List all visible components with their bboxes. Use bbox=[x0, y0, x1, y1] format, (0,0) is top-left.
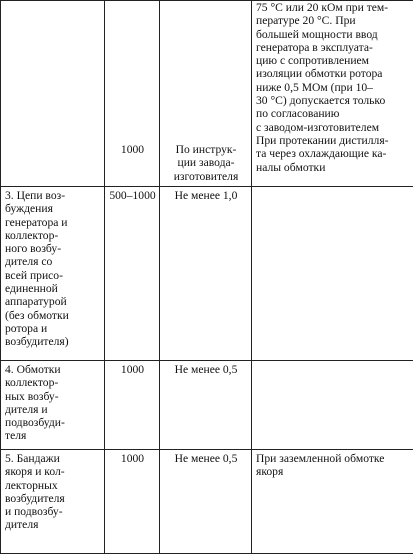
object-cell: 5. Бандажи якоря и кол- лекторных возбудителя и подвозбу- дителя bbox=[1, 450, 105, 554]
resistance-cell: Не менее 0,5 bbox=[160, 450, 252, 554]
note-cell bbox=[252, 187, 413, 361]
resistance-cell: Не менее 0,5 bbox=[160, 361, 252, 450]
voltage-cell: 500–1000 bbox=[105, 187, 160, 361]
object-cell: 4. Обмотки коллектор- ных возбу- дителя и подвозбуди- теля bbox=[1, 361, 105, 450]
voltage-cell: 1000 bbox=[105, 450, 160, 554]
table-row bbox=[1, 450, 413, 554]
note-cell: 75 °С или 20 кОм при тем- пературе 20 °С. При большей мощности ввод генератора в эксплуата- цию с сопротивлением изоляции обмотки ротора ниже 0,5 МОм (при 10– 30 °С) допускается только по согласованию с заводом-изготовителем При протекании дистилля- та через охлаждающие ка- налы обмотки bbox=[252, 1, 413, 187]
resistance-cell: По инструк- ции завода- изготовителя bbox=[160, 1, 252, 187]
table-row bbox=[1, 187, 413, 361]
table-row bbox=[1, 1, 413, 187]
note-cell bbox=[252, 361, 413, 450]
table-row bbox=[1, 361, 413, 450]
object-cell bbox=[1, 1, 105, 187]
object-cell: 3. Цепи воз- буждения генератора и коллектор- ного возбу- дителя со всей присо- единенной аппаратурой (без обмотки ротора и возбудителя) bbox=[1, 187, 105, 361]
voltage-cell: 1000 bbox=[105, 361, 160, 450]
note-cell: При заземленной обмотке якоря bbox=[252, 450, 413, 554]
voltage-cell: 1000 bbox=[105, 1, 160, 187]
resistance-cell: Не менее 1,0 bbox=[160, 187, 252, 361]
